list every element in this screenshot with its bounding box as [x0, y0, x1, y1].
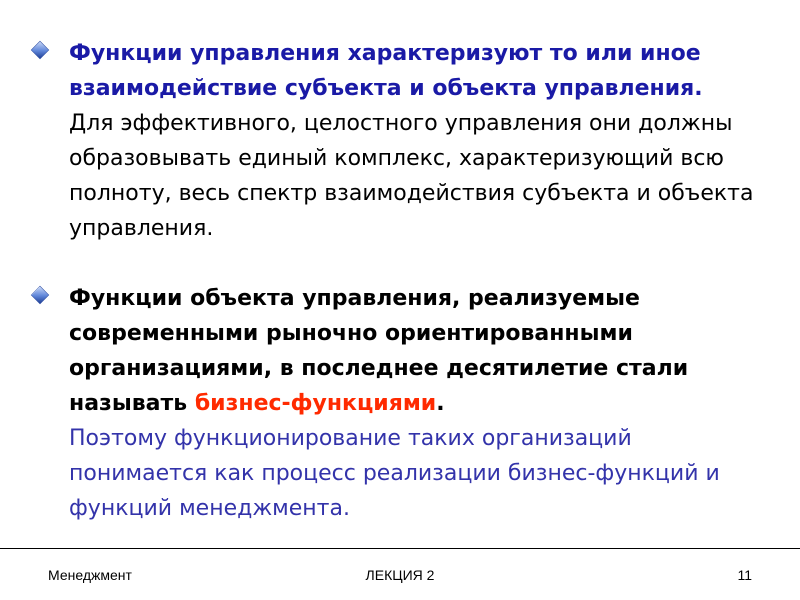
footer-page-number: 11 — [737, 567, 752, 583]
footer-divider — [0, 548, 800, 549]
bullet-1-heading: Функции управления характеризуют то или иное взаимодействие субъекта и объекта управления. — [69, 41, 703, 101]
footer-course-title: Менеджмент — [48, 567, 132, 583]
diamond-bullet-icon — [32, 287, 49, 304]
bullet-2-highlight: бизнес-функциями — [194, 391, 437, 416]
bullet-2-heading: Функции объекта управления, реализуемые современными рыночно ориентированными организациями, в последнее десятилетие стали называть — [69, 286, 689, 416]
bullet-1-text — [69, 36, 775, 246]
footer-lecture-label: ЛЕКЦИЯ 2 — [365, 567, 435, 583]
bullet-2-body: Поэтому функционирование таких организаций понимается как процесс реализации бизнес-функций и функций менеджмента. — [69, 426, 720, 521]
bullet-2-text — [69, 281, 775, 526]
diamond-bullet-icon — [32, 42, 49, 59]
bullet-2-heading-end: . — [436, 391, 445, 416]
bullet-1-body: Для эффективного, целостного управления они должны образовывать единый комплекс, характеризующий всю полноту, весь спектр взаимодействия субъекта и объекта управления. — [69, 111, 754, 241]
bullet-item-2 — [30, 281, 775, 526]
bullet-item-1 — [30, 36, 775, 246]
